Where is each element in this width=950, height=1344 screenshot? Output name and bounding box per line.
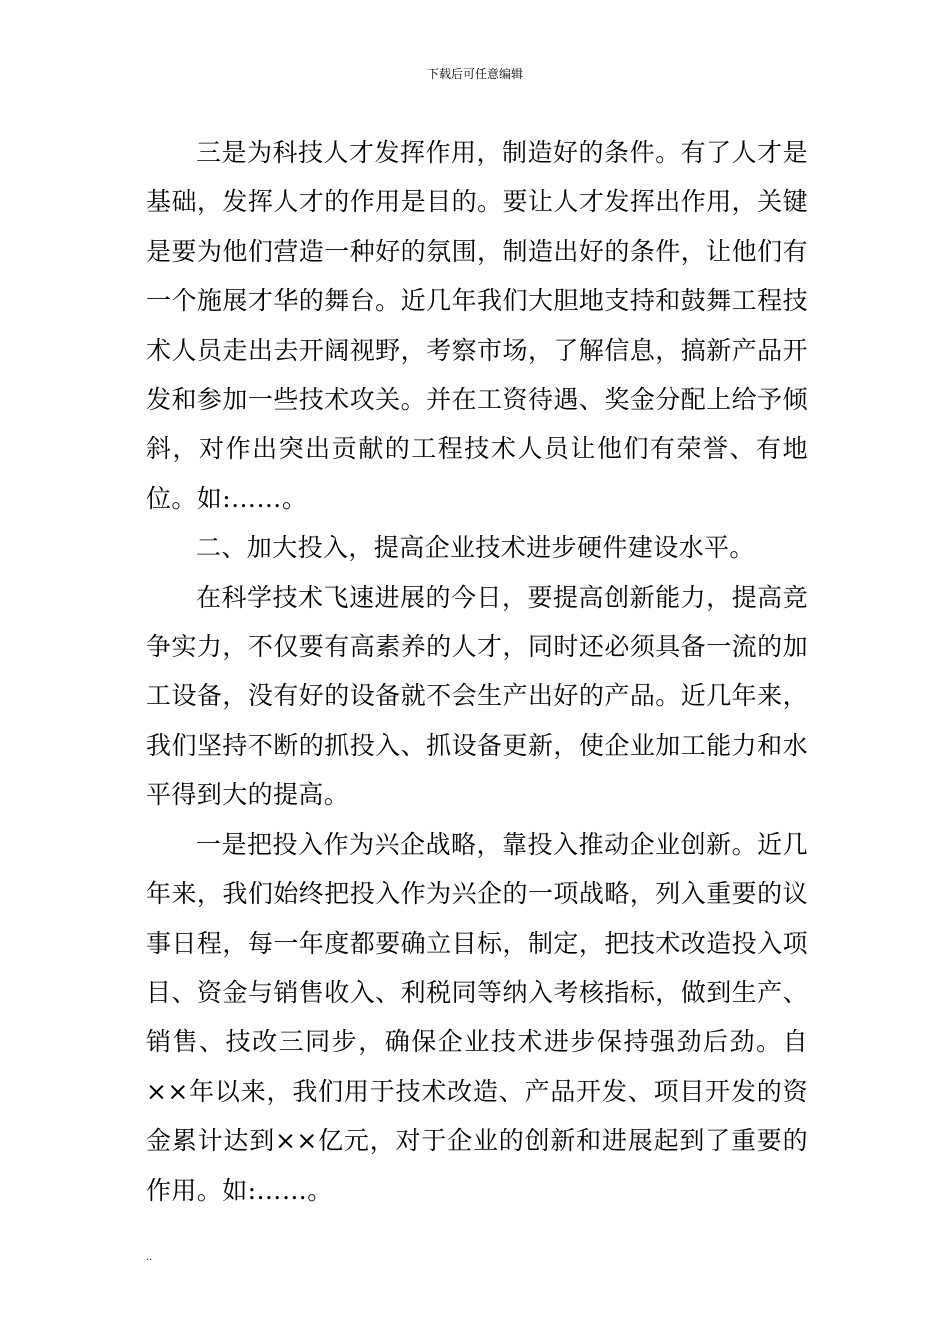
footer-mark: .. [146, 1252, 153, 1263]
paragraph-equipment: 在科学技术飞速进展的今日，要提高创新能力，提高竞争实力，不仅要有高素养的人才，同时还必须具备一流的加工设备，没有好的设备就不会生产出好的产品。近几年来，我们坚持不断的抓投入、抓设备更新，使企业加工能力和水平得到大的提高。 [146, 582, 808, 810]
section-heading-investment: 二、加大投入，提高企业技术进步硬件建设水平。 [196, 533, 755, 563]
document-body [146, 128, 808, 1215]
page-header: 下载后可任意编辑 [426, 67, 523, 81]
paragraph-investment-strategy: 一是把投入作为兴企战略，靠投入推动企业创新。近几年来，我们始终把投入作为兴企的一项战略，列入重要的议事日程，每一年度都要确立目标，制定，把技术改造投入项目、资金与销售收入、利税同等纳入考核指标，做到生产、销售、技改三同步，确保企业技术进步保持强劲后劲。自××年以来，我们用于技术改造、产品开发、项目开发的资金累计达到××亿元，对于企业的创新和进展起到了重要的作用。如:……。 [146, 829, 808, 1205]
paragraph-talent-conditions: 三是为科技人才发挥作用，制造好的条件。有了人才是基础，发挥人才的作用是目的。要让人才发挥出作用，关键是要为他们营造一种好的氛围，制造出好的条件，让他们有一个施展才华的舞台。近几年我们大胆地支持和鼓舞工程技术人员走出去开阔视野，考察市场，了解信息，搞新产品开发和参加一些技术攻关。并在工资待遇、奖金分配上给予倾斜，对作出突出贡献的工程技术人员让他们有荣誉、有地位。如:……。 [146, 138, 808, 513]
